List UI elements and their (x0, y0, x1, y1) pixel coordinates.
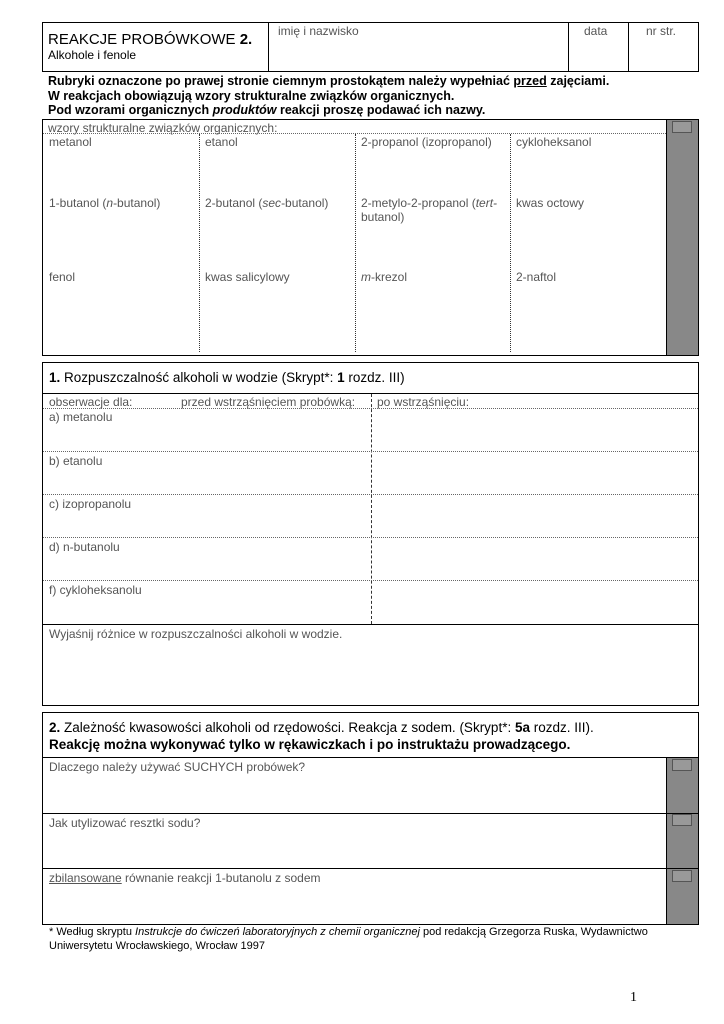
page-title: REAKCJE PROBÓWKOWE 2. (48, 31, 253, 48)
section2-sidebar-tab-1 (672, 759, 692, 771)
section1-col-divider (371, 394, 372, 624)
question-sodium-disposal-field[interactable]: Jak utylizować resztki sodu? (49, 816, 201, 830)
formula-cell-2-propanol[interactable]: 2-propanol (izopropanol) (361, 135, 492, 149)
formula-cell-kwas-octowy[interactable]: kwas octowy (516, 196, 585, 210)
obs-label: obserwacje dla: (49, 395, 133, 409)
solubility-row-etanol[interactable]: b) etanolu (49, 454, 103, 468)
formula-cell-1-butanol[interactable]: 1-butanol (n-butanol) (49, 196, 161, 210)
section2-sidebar (666, 758, 698, 924)
date-field[interactable]: data (584, 24, 608, 38)
header-divider-2 (568, 22, 569, 72)
header-divider-3 (628, 22, 629, 72)
row-divider (43, 494, 698, 495)
page-number-field[interactable]: nr str. (646, 24, 677, 38)
formulas-col-divider-3 (510, 134, 511, 352)
section1-title: 1. Rozpuszczalność alkoholi w wodzie (Skrypt*: 1 rozdz. III) (49, 370, 405, 385)
name-field[interactable]: imię i nazwisko (278, 24, 359, 38)
formula-cell-tert-butanol[interactable]: 2-metylo-2-propanol (tert-butanol) (361, 196, 498, 224)
question-reaction-equation-field[interactable]: zbilansowane równanie reakcji 1-butanolu z sodem (49, 871, 321, 885)
formulas-col-divider-1 (199, 134, 200, 352)
after-shaking-label: po wstrząśnięciu: (377, 395, 470, 409)
formula-cell-etanol[interactable]: etanol (205, 135, 238, 149)
header-divider-1 (268, 22, 269, 72)
section2-sidebar-tab-3 (672, 870, 692, 882)
page-number: 1 (630, 990, 637, 1005)
explain-divider (42, 624, 699, 625)
instructions: Rubryki oznaczone po prawej stronie ciemnym prostokątem należy wypełniać przed zajęciami. W reakcjach obowiązują wzory strukturalne związków organicznych. Pod wzorami organicznych produktów reakcji proszę podawać ich nazwy. (48, 74, 610, 117)
formula-cell-metanol[interactable]: metanol (49, 135, 92, 149)
section2-title-line (42, 757, 699, 758)
row-divider (43, 580, 698, 581)
formula-cell-fenol[interactable]: fenol (49, 270, 76, 284)
formulas-box (42, 119, 699, 356)
question-divider (42, 868, 699, 869)
before-shaking-label: przed wstrząśnięciem probówką: (181, 395, 356, 409)
section2-sidebar-tab-2 (672, 814, 692, 826)
section2-title: 2. Zależność kwasowości alkoholi od rzędowości. Reakcja z sodem. (Skrypt*: 5a rozdz. III). (49, 720, 594, 735)
formulas-sidebar (666, 120, 698, 355)
solubility-row-izopropanol[interactable]: c) izopropanolu (49, 497, 132, 511)
question-dry-tubes-field[interactable]: Dlaczego należy używać SUCHYCH probówek? (49, 760, 306, 774)
question-divider (42, 813, 699, 814)
formula-cell-cykloheksanol[interactable]: cykloheksanol (516, 135, 592, 149)
formulas-sidebar-tab (672, 121, 692, 133)
footnote: * Według skryptu Instrukcje do ćwiczeń laboratoryjnych z chemii organicznej pod redakcją Grzegorza Ruska, Wydawnictwo Uniwersytetu Wrocławskiego, Wrocław 1997 (49, 926, 648, 952)
page-subtitle: Alkohole i fenole (48, 48, 137, 62)
solubility-row-cykloheksanol[interactable]: f) cykloheksanolu (49, 583, 142, 597)
formula-cell-2-naftol[interactable]: 2-naftol (516, 270, 557, 284)
explain-solubility-field[interactable]: Wyjaśnij różnice w rozpuszczalności alkoholi w wodzie. (49, 627, 343, 641)
formula-cell-m-krezol[interactable]: m-krezol (361, 270, 408, 284)
formulas-col-divider-2 (355, 134, 356, 352)
row-divider (43, 537, 698, 538)
formulas-heading: wzory strukturalne związków organicznych: (48, 121, 278, 135)
row-divider (43, 451, 698, 452)
solubility-row-n-butanol[interactable]: d) n-butanolu (49, 540, 120, 554)
section2-warning: Reakcję można wykonywać tylko w rękawiczkach i po instruktażu prowadzącego. (49, 737, 571, 752)
formula-cell-2-butanol[interactable]: 2-butanol (sec-butanol) (205, 196, 329, 210)
formula-cell-kwas-salicylowy[interactable]: kwas salicylowy (205, 270, 290, 284)
solubility-row-metanol[interactable]: a) metanolu (49, 410, 113, 424)
